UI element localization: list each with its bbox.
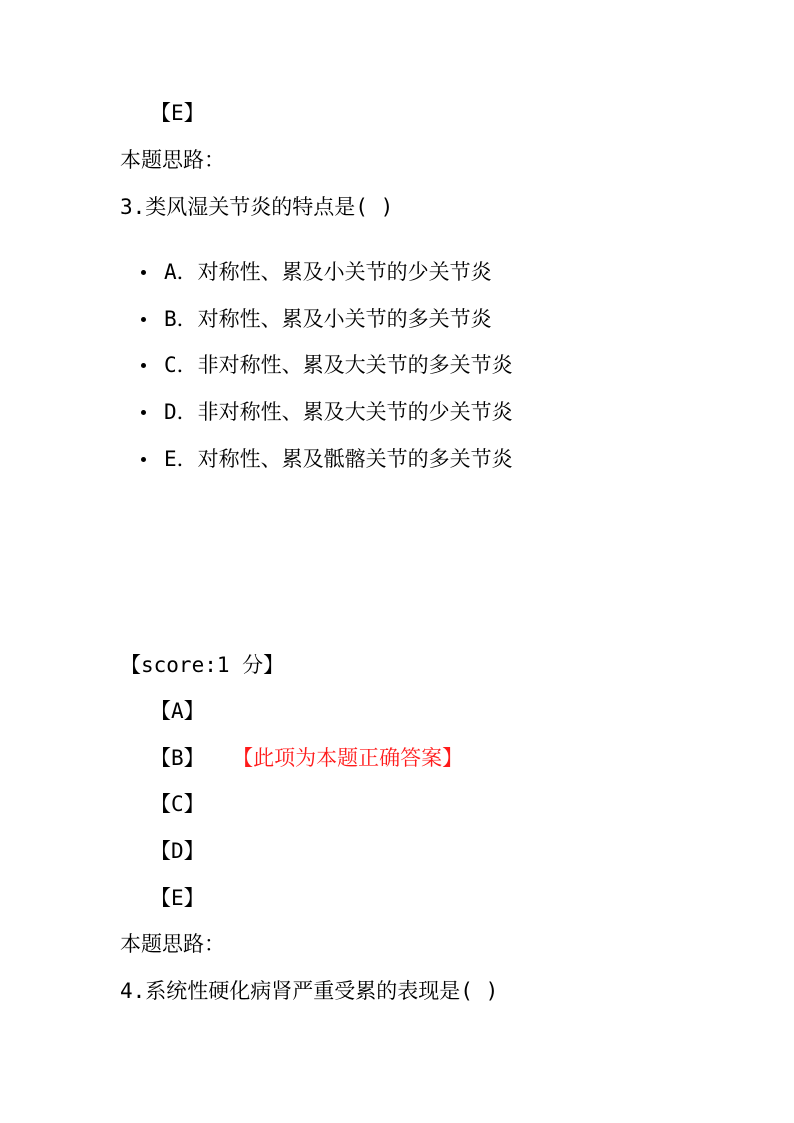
- q2-explanation-label: 本题思路：: [120, 148, 225, 172]
- option-c-text: C．非对称性、累及大关节的多关节炎: [164, 353, 513, 377]
- option-b: [141, 306, 492, 332]
- q3-explanation-label: 本题思路：: [120, 932, 225, 956]
- option-a-text: A．对称性、累及小关节的少关节炎: [164, 260, 492, 284]
- bullet-icon: [141, 410, 146, 415]
- answer-marker-e: 【E】: [150, 886, 205, 910]
- option-d: [141, 399, 513, 425]
- option-e-text: E．对称性、累及骶髂关节的多关节炎: [164, 447, 513, 471]
- option-e: [141, 446, 513, 472]
- question-3-text: 3.类风湿关节炎的特点是( ): [120, 195, 394, 219]
- question-4-text: 4.系统性硬化病肾严重受累的表现是( ): [120, 979, 499, 1003]
- answer-marker-a: 【A】: [150, 699, 205, 723]
- option-a: [141, 259, 492, 285]
- bullet-icon: [141, 270, 146, 275]
- option-b-text: B．对称性、累及小关节的多关节炎: [164, 307, 492, 331]
- answer-row-b: [150, 745, 463, 771]
- bullet-icon: [141, 457, 146, 462]
- answer-marker-b: 【B】: [150, 746, 205, 770]
- question-3-score: 【score:1 分】: [120, 653, 285, 677]
- bullet-icon: [141, 363, 146, 368]
- option-c: [141, 352, 513, 378]
- answer-marker-c: 【C】: [150, 792, 205, 816]
- answer-marker-d: 【D】: [150, 839, 205, 863]
- correct-answer-note: 【此项为本题正确答案】: [242, 746, 464, 770]
- bullet-icon: [141, 317, 146, 322]
- option-d-text: D．非对称性、累及大关节的少关节炎: [164, 400, 513, 424]
- q2-option-e-marker: 【E】: [150, 101, 205, 125]
